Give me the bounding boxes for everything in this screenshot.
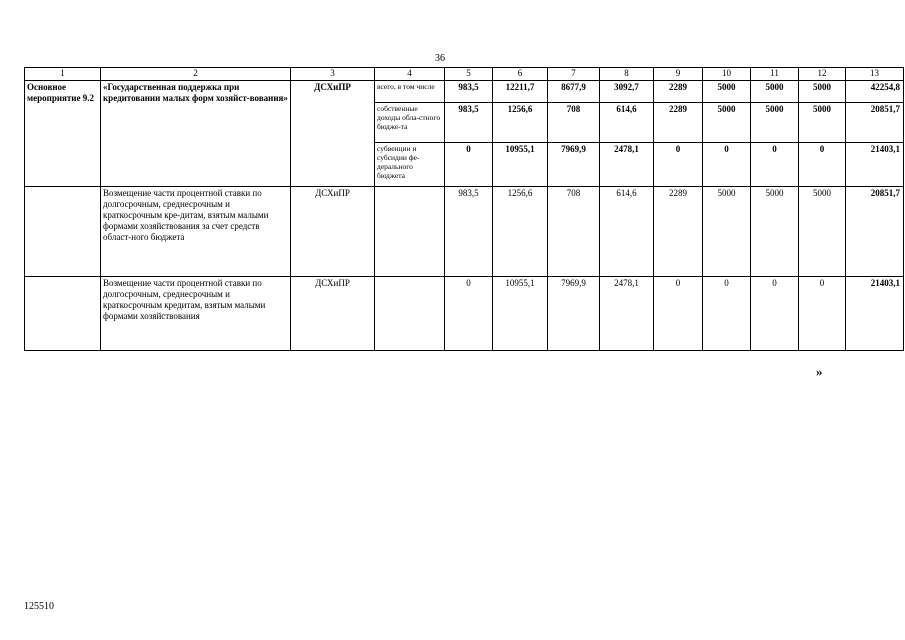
value-cell: 5000: [751, 187, 799, 277]
column-header: 1: [25, 68, 101, 81]
value-cell: 0: [445, 143, 493, 187]
value-cell: 708: [548, 187, 600, 277]
value-cell: 42254,8: [846, 81, 904, 103]
funding-source-label: субвенции и субсидии фе-дерального бюджета: [375, 143, 445, 187]
empty-cell: [375, 277, 445, 351]
value-cell: 0: [445, 277, 493, 351]
value-cell: 0: [703, 143, 751, 187]
page-number: 36: [435, 53, 445, 64]
column-header: 13: [846, 68, 904, 81]
column-header: 3: [291, 68, 375, 81]
detail-description: Возмещение части процентной ставки по долгосрочным, среднесрочным и краткосрочным кредитам, взятым малыми формами хозяйствования: [101, 277, 291, 351]
value-cell: 1256,6: [493, 187, 548, 277]
value-cell: 5000: [703, 187, 751, 277]
value-cell: 5000: [799, 81, 846, 103]
column-header: 11: [751, 68, 799, 81]
value-cell: 10955,1: [493, 277, 548, 351]
value-cell: 10955,1: [493, 143, 548, 187]
value-cell: 5000: [703, 81, 751, 103]
value-cell: 614,6: [600, 187, 654, 277]
value-cell: 20851,7: [846, 187, 904, 277]
column-header: 8: [600, 68, 654, 81]
value-cell: 5000: [799, 187, 846, 277]
value-cell: 2289: [654, 103, 703, 143]
value-cell: 8677,9: [548, 81, 600, 103]
column-header: 7: [548, 68, 600, 81]
detail-description: Возмещение части процентной ставки по долгосрочным, среднесрочным и краткосрочным кре-дитам, взятым малыми формами хозяйствования за счет средств област-ного бюджета: [101, 187, 291, 277]
column-header: 10: [703, 68, 751, 81]
funding-source-label: собственные доходы обла-стного бюдже-та: [375, 103, 445, 143]
funding-source-label: всего, в том числе: [375, 81, 445, 103]
table-row: [25, 277, 904, 351]
budget-table: [24, 67, 904, 351]
value-cell: 0: [751, 143, 799, 187]
executor: ДСХиПР: [291, 187, 375, 277]
closing-quote-mark: »: [816, 364, 823, 379]
value-cell: 0: [654, 277, 703, 351]
value-cell: 0: [799, 277, 846, 351]
value-cell: 0: [799, 143, 846, 187]
value-cell: 0: [654, 143, 703, 187]
column-header: 12: [799, 68, 846, 81]
value-cell: 2289: [654, 81, 703, 103]
column-header: 5: [445, 68, 493, 81]
table-row: [25, 187, 904, 277]
value-cell: 983,5: [445, 103, 493, 143]
column-header: 9: [654, 68, 703, 81]
executor: ДСХиПР: [291, 81, 375, 187]
value-cell: 614,6: [600, 103, 654, 143]
value-cell: 3092,7: [600, 81, 654, 103]
activity-title: «Государственная поддержка при кредитовании малых форм хозяйст-вования»: [101, 81, 291, 187]
empty-cell: [375, 187, 445, 277]
table-row: [25, 81, 904, 103]
value-cell: 20851,7: [846, 103, 904, 143]
value-cell: 12211,7: [493, 81, 548, 103]
value-cell: 2478,1: [600, 143, 654, 187]
empty-cell: [25, 187, 101, 277]
activity-name: Основное мероприятие 9.2: [25, 81, 101, 187]
value-cell: 983,5: [445, 187, 493, 277]
value-cell: 5000: [799, 103, 846, 143]
value-cell: 983,5: [445, 81, 493, 103]
value-cell: 1256,6: [493, 103, 548, 143]
value-cell: 21403,1: [846, 143, 904, 187]
value-cell: 5000: [751, 81, 799, 103]
column-header: 6: [493, 68, 548, 81]
executor: ДСХиПР: [291, 277, 375, 351]
value-cell: 708: [548, 103, 600, 143]
value-cell: 5000: [703, 103, 751, 143]
column-header: 4: [375, 68, 445, 81]
value-cell: 0: [751, 277, 799, 351]
empty-cell: [25, 277, 101, 351]
column-number-row: [25, 68, 904, 81]
value-cell: 7969,9: [548, 277, 600, 351]
value-cell: 7969,9: [548, 143, 600, 187]
value-cell: 5000: [751, 103, 799, 143]
footer-code: 125510: [24, 601, 54, 612]
value-cell: 2478,1: [600, 277, 654, 351]
value-cell: 0: [703, 277, 751, 351]
column-header: 2: [101, 68, 291, 81]
value-cell: 21403,1: [846, 277, 904, 351]
value-cell: 2289: [654, 187, 703, 277]
